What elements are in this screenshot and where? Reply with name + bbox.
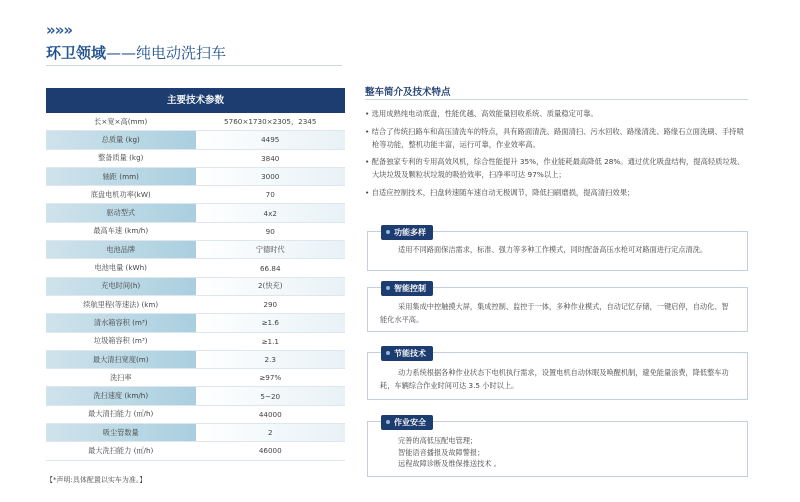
intro-bullet: • 结合了传统扫路车和高压清洗车的特点，具有路面清洗、路面清扫、污水回收、路缘清洗、路缘石立面洗刷、手持喷枪等功能，整机功能丰富，运行可靠，作业效率高。 — [365, 126, 744, 149]
spec-value: ≥1.6 — [196, 314, 346, 332]
spec-row — [46, 387, 345, 405]
intro-title: 整车简介及技术特点 — [365, 87, 451, 98]
spec-row — [46, 314, 345, 332]
spec-key: 最大洗扫能力 (㎡/h) — [46, 442, 196, 460]
feature-tag-label: 作业安全 — [394, 418, 426, 427]
spec-value: 70 — [196, 186, 346, 204]
spec-value: 44000 — [196, 405, 346, 423]
spec-row — [46, 405, 345, 423]
page-title-sub: ——纯电动洗扫车 — [106, 44, 227, 62]
spec-value: 46000 — [196, 442, 346, 460]
feature-tag-label: 节能技术 — [394, 349, 426, 358]
spec-value: 5760×1730×2305，2345 — [196, 113, 346, 131]
spec-value: 66.84 — [196, 259, 346, 277]
spec-row — [46, 332, 345, 350]
spec-key: 长×宽×高(mm) — [46, 113, 196, 131]
spec-row — [46, 259, 345, 277]
spec-key: 充电时间(h) — [46, 277, 196, 295]
spec-table-grid — [46, 113, 345, 461]
spec-key: 整备质量 (kg) — [46, 149, 196, 167]
spec-row — [46, 295, 345, 313]
spec-key: 最大清扫能力 (㎡/h) — [46, 405, 196, 423]
spec-value: 4x2 — [196, 204, 346, 222]
feature-text: 适用不同路面保洁需求，标准、强力等多种工作模式，同时配备高压水枪可对路面进行定点清洗。 — [398, 245, 708, 254]
spec-value: 宁德时代 — [196, 241, 346, 259]
bullet-dot-icon — [386, 351, 390, 355]
intro-bullet: • 配备独家专利的专用高效风机，综合性能提升 35%，作业能耗最高降低 28%。通过优化吸盘结构，提高轻质垃圾、大块垃圾及颗粒状垃圾的吸拾效率，扫净率可达 97%以上； — [365, 157, 745, 180]
feature-text: 动力系统根据各种作业状态下电机执行需求，设置电机自动休眠及唤醒机制，避免能量浪费，降低整车功耗，车辆综合作业时间可达 3.5 小时以上。 — [380, 368, 729, 390]
spec-value: 5~20 — [196, 387, 346, 405]
feature-box-safety — [367, 418, 748, 477]
spec-row — [46, 241, 345, 259]
feature-text: 采用集成中控触摸大屏，集成控制、监控于一体，多种作业模式，自动记忆存储，一键启停，自动化、智能化水平高。 — [380, 302, 729, 324]
spec-value: ≥97% — [196, 369, 346, 387]
spec-row — [46, 369, 345, 387]
feature-box-versatile — [367, 228, 748, 271]
spec-key: 总质量 (kg) — [46, 131, 196, 149]
spec-value: 2.3 — [196, 350, 346, 368]
feature-tag-label: 智能控制 — [394, 284, 426, 293]
spec-row — [46, 442, 345, 460]
spec-row — [46, 277, 345, 295]
spec-row — [46, 186, 345, 204]
spec-key: 吸尘管数量 — [46, 424, 196, 442]
spec-value: 290 — [196, 295, 346, 313]
spec-key: 洗扫速度 (km/h) — [46, 387, 196, 405]
spec-row — [46, 167, 345, 185]
spec-row — [46, 113, 345, 131]
spec-value: 3840 — [196, 149, 346, 167]
feature-line: 完善的高低压配电管理； — [398, 436, 478, 445]
decorative-arrows: »»» — [46, 21, 73, 39]
feature-tag — [381, 281, 433, 296]
spec-value: ≥1.1 — [196, 332, 346, 350]
feature-tag-label: 功能多样 — [394, 228, 426, 237]
intro-bullet: • 选用成熟纯电动底盘，性能优越、高效能量回收系统、质量稳定可靠。 — [365, 109, 598, 118]
spec-key: 洗扫率 — [46, 369, 196, 387]
spec-row — [46, 424, 345, 442]
spec-value: 4495 — [196, 131, 346, 149]
feature-tag — [381, 346, 433, 361]
feature-tag — [381, 225, 433, 240]
spec-value: 2(快充) — [196, 277, 346, 295]
spec-key: 驱动型式 — [46, 204, 196, 222]
feature-line: 远程故障诊断及维保推送技术 。 — [398, 459, 501, 468]
spec-key: 底盘电机功率(kW) — [46, 186, 196, 204]
spec-row — [46, 222, 345, 240]
spec-key: 最高车速 (km/h) — [46, 222, 196, 240]
feature-box-energy-saving — [367, 349, 748, 400]
spec-key: 最大清扫宽度(m) — [46, 350, 196, 368]
spec-row — [46, 149, 345, 167]
spec-row — [46, 131, 345, 149]
spec-row — [46, 204, 345, 222]
spec-row — [46, 350, 345, 368]
bullet-dot-icon — [386, 230, 390, 234]
spec-key: 续航里程(等速法) (km) — [46, 295, 196, 313]
spec-key: 电池电量 (kWh) — [46, 259, 196, 277]
intro-bullet: • 自适应控制技术，扫盘转速随车速自动无极调节，降低扫刷磨损，提高清扫效果； — [365, 187, 635, 197]
spec-key: 轴距 (mm) — [46, 167, 196, 185]
spec-key: 清水箱容积 (m³) — [46, 314, 196, 332]
feature-box-smart-control — [367, 284, 748, 332]
page-title-main: 环卫领域 — [46, 44, 107, 62]
spec-key: 电池品牌 — [46, 241, 196, 259]
spec-table — [46, 88, 345, 461]
disclaimer-note: 【*声明:具体配置以实车为准。】 — [46, 476, 147, 484]
spec-value: 90 — [196, 222, 346, 240]
feature-line: 智能语音播报及故障警报； — [398, 447, 485, 457]
intro-bullets — [365, 108, 748, 205]
feature-tag — [381, 415, 433, 430]
intro-divider — [365, 99, 748, 100]
spec-key: 垃圾箱容积 (m³) — [46, 332, 196, 350]
title-divider — [46, 65, 342, 66]
bullet-dot-icon — [386, 286, 390, 290]
spec-value: 3000 — [196, 167, 346, 185]
bullet-dot-icon — [386, 420, 390, 424]
spec-value: 2 — [196, 424, 346, 442]
spec-table-title: 主要技术参数 — [46, 88, 345, 113]
page-title — [46, 42, 226, 63]
